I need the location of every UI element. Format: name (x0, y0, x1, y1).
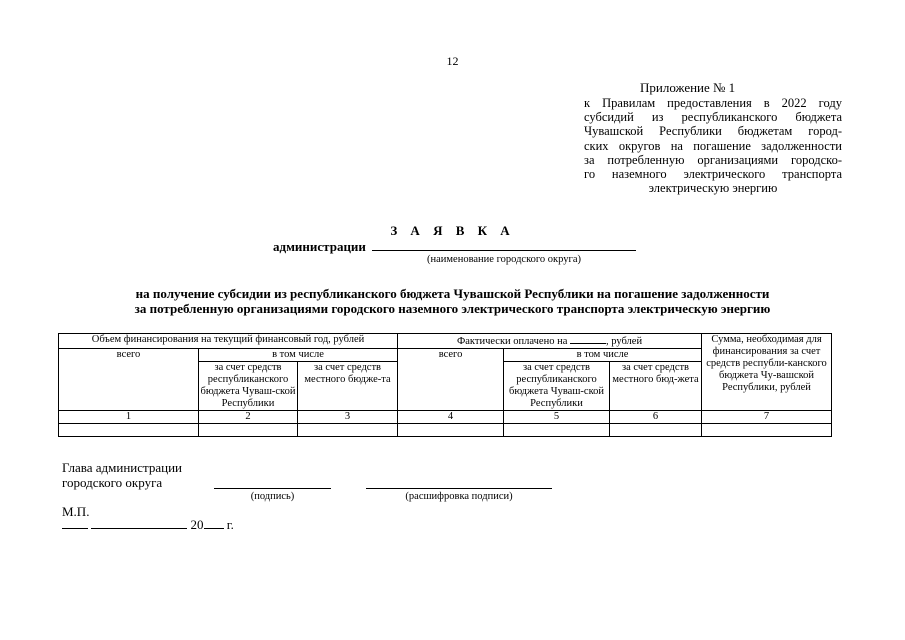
header-including-1: в том числе (199, 349, 398, 362)
month-field[interactable] (91, 517, 187, 529)
signature-decoding-caption: (расшифровка подписи) (405, 491, 513, 502)
header-total-2: всего (398, 349, 504, 411)
day-field[interactable] (62, 517, 88, 529)
header-paid (398, 334, 702, 349)
signature-decoding-field[interactable] (366, 488, 552, 489)
appendix-text (584, 96, 842, 195)
admin-name-field[interactable] (372, 250, 636, 251)
header-including-2: в том числе (504, 349, 702, 362)
header-financing: Объем финансирования на текущий финансовый год, рублей (59, 334, 398, 349)
column-number: 1 (59, 411, 199, 424)
header-paid-prefix: Фактически оплачено на (456, 336, 568, 347)
head-title-line: городского округа (62, 475, 163, 490)
purpose-text (0, 286, 905, 316)
appendix-line: субсидий из республиканского бюджета (584, 110, 842, 125)
data-cell[interactable] (610, 424, 702, 437)
header-rep-budget-2: за счет средств республиканского бюджета Чуваш-ской Республики (504, 362, 610, 411)
head-title-line: Глава администрации (62, 460, 183, 475)
purpose-line: на получение субсидии из республиканского бюджета Чувашской Республики на погашение задолженности (135, 286, 770, 301)
header-local-budget-1: за счет средств местного бюдже-та (298, 362, 398, 411)
column-number: 6 (610, 411, 702, 424)
header-local-budget-2: за счет средств местного бюд-жета (610, 362, 702, 411)
data-cell[interactable] (398, 424, 504, 437)
appendix-line: электрическую энергию (648, 181, 778, 196)
signature-field[interactable] (214, 488, 331, 489)
date-row (62, 517, 234, 533)
appendix-title: Приложение № 1 (640, 80, 736, 95)
header-required-sum: Сумма, необходимая для финансирования за счет средств республи-канского бюджета Чу-вашской Республики, рублей (702, 334, 832, 411)
appendix-line: го наземного электрического транспорта (584, 167, 842, 182)
column-number: 4 (398, 411, 504, 424)
year-suffix: г. (226, 517, 234, 532)
data-cell[interactable] (59, 424, 199, 437)
year-prefix: 20 (190, 517, 204, 532)
data-cell[interactable] (199, 424, 298, 437)
header-total-1: всего (59, 349, 199, 411)
header-rep-budget-1: за счет средств республиканского бюджета Чуваш-ской Республики (200, 362, 296, 409)
head-title (62, 460, 182, 490)
data-cell[interactable] (298, 424, 398, 437)
application-table (58, 333, 832, 437)
signature-caption: (подпись) (250, 491, 295, 502)
column-number: 3 (298, 411, 398, 424)
year-field[interactable] (204, 517, 224, 529)
appendix-line: за потребленную организациями городско- (584, 152, 842, 167)
appendix-line: Чувашской Республики бюджетам город- (584, 124, 842, 139)
purpose-line: за потребленную организациями городского наземного электрического транспорта электрическую энергию (134, 301, 771, 316)
data-cell[interactable] (504, 424, 610, 437)
page-number: 12 (446, 54, 459, 68)
column-number: 2 (199, 411, 298, 424)
document-title: З А Я В К А (390, 223, 515, 238)
header-paid-suffix: , рублей (605, 336, 643, 347)
column-number: 7 (702, 411, 832, 424)
column-number: 5 (504, 411, 610, 424)
admin-name-caption: (наименование городского округа) (427, 254, 581, 265)
appendix-line: к Правилам предоставления в 2022 году (584, 96, 842, 110)
paid-date-field[interactable] (570, 334, 606, 344)
admin-label: администрации (273, 239, 366, 254)
data-cell[interactable] (702, 424, 832, 437)
stamp-label: М.П. (62, 504, 90, 519)
appendix-line: ских округов на погашение задолженности (584, 138, 842, 153)
